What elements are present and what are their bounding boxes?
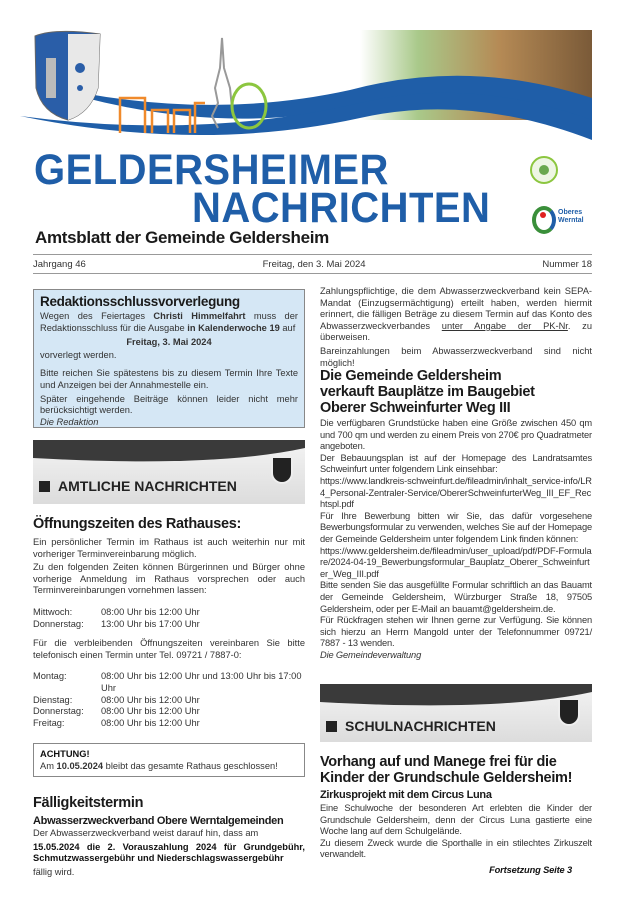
notice-signature: Die Redaktion xyxy=(40,416,99,427)
article-title: Die Gemeinde Geldersheim verkauft Bauplätze im Baugebiet Oberer Schweinfurter Weg III xyxy=(320,368,535,416)
article-text: Der Abwasserzweckverband weist darauf hin, dass am xyxy=(33,828,259,838)
header-graphic xyxy=(0,28,625,148)
logo-text-werntal: Werntal xyxy=(558,217,584,224)
divider xyxy=(33,254,592,255)
oberes-werntal-logo xyxy=(532,200,594,240)
bebauungsplan-link[interactable]: https://www.landkreis-schweinfurt.de/fileadmin/inhalt_service-info/LR4_Personal-Zentraler-Service/ObererSchweinfurterWeg_III_EF_Rechtspl.pdf xyxy=(320,475,592,510)
issue-number: Nummer 18 xyxy=(542,259,592,270)
attention-box xyxy=(33,743,305,777)
coat-of-arms-icon xyxy=(271,456,293,484)
article-text: Bareinzahlungen beim Abwasserzweckverband sind nicht möglich! xyxy=(320,345,592,368)
article-text: Ein persönlicher Termin im Rathaus ist auch weiterhin nur mit vorheriger Terminvereinbarung möglich. xyxy=(33,537,305,559)
notice-text: Wegen des Feiertages Christi Himmelfahrt muss der Redaktionsschluss für die Ausgabe in Kalenderwoche 19 auf xyxy=(40,311,298,333)
attention-title: ACHTUNG! xyxy=(40,749,90,759)
issue-date: Freitag, den 3. Mai 2024 xyxy=(262,259,366,270)
article-title: Fälligkeitstermin xyxy=(33,795,144,811)
notice-title: Redaktionsschlussvorverlegung xyxy=(40,294,240,309)
article-text: Der Bebauungsplan ist auf der Homepage des Landratsamtes Schweinfurt unter folgendem Link einsehbar: xyxy=(320,452,592,475)
article-text: Für Ihre Bewerbung bitten wir Sie, das dafür vorgesehene Bewerbungsformular zu verwenden, welches Sie auf der Homepage der Gemeinde Geldersheim unter folgendem Link finden können: xyxy=(320,510,592,544)
building-plots-article xyxy=(320,368,592,661)
article-subtitle: Zirkusprojekt mit dem Circus Luna xyxy=(320,789,492,801)
notice-box xyxy=(33,289,305,428)
article-text: Eine Schulwoche der besonderen Art erlebten die Kinder der Grundschule Geldersheim, denn der Circus Luna gastierte eine Woche lang auf dem Schulgelände. xyxy=(320,803,592,837)
article-text: Die verfügbaren Grundstücke haben eine Größe zwischen 450 qm und 700 qm und werden zu einem Preis von 270€ pro Quadratmeter angeboten. xyxy=(320,418,592,452)
article-title: Vorhang auf und Manege frei für die Kinder der Grundschule Geldersheim! xyxy=(320,754,573,786)
opening-hours-article xyxy=(33,516,305,729)
notice-text: vorverlegt werden. xyxy=(40,349,117,360)
article-text: fällig wird. xyxy=(33,866,75,877)
article-title: Öffnungszeiten des Rathauses: xyxy=(33,516,242,532)
attention-text: Am 10.05.2024 bleibt das gesamte Rathaus geschlossen! xyxy=(40,761,278,771)
article-signature: Die Gemeindeverwaltung xyxy=(320,649,422,660)
article-text: Für die verbleibenden Öffnungszeiten vereinbaren Sie bitte telefonisch einen Termin unter Tel. 09721 / 7887-0: xyxy=(33,638,305,660)
article-text: Zahlungspflichtige, die dem Abwasserzweckverband kein SEPA-Mandat (Einzugsermächtigung) erteilt haben, werden hiermit erinnert, die fälligen Beträge zu diesem Termin auf das Konto des Abwasserzweckverbandes unter Angabe der PK-Nr. zu überweisen. xyxy=(320,286,592,343)
appointment-hours: Montag: 08:00 Uhr bis 12:00 Uhr und 13:00 Uhr bis 17:00 Uhr Dienstag: 08:00 Uhr bis 12:00 Uhr Donnerstag: 08:00 Uhr bis 12:00 Uhr Freitag: 08:00 Uhr bis 12:00 Uhr xyxy=(33,671,302,728)
notice-text: Bitte reichen Sie spätestens bis zu diesem Termin Ihre Texte und Anzeigen bei der Annahmestelle ein. xyxy=(40,368,298,390)
banner-label: AMTLICHE NACHRICHTEN xyxy=(58,478,237,494)
masthead-subtitle: Amtsblatt der Gemeinde Geldersheim xyxy=(35,228,329,247)
article-text: Zu diesem Zweck wurde die Sporthalle in ein stilechtes Zirkuszelt verwandelt. xyxy=(320,837,592,860)
masthead-title-1: GELDERSHEIMER xyxy=(34,146,389,194)
issue-info xyxy=(33,259,592,270)
coat-of-arms-icon xyxy=(558,698,580,726)
notice-date: Freitag, 3. Mai 2024 xyxy=(126,337,212,348)
section-banner-amtliche xyxy=(33,440,305,504)
section-banner-schul xyxy=(320,684,592,742)
article-text: Zu den folgenden Zeiten können Bürgerinnen und Bürger ohne vorherige Anmeldung im Rathaus vorsprechen oder auch Terminvereinbarungen vornehmen lassen: xyxy=(33,562,305,596)
coat-of-arms-icon xyxy=(35,31,100,120)
article-text-bold: 15.05.2024 die 2. Vorauszahlung 2024 für Grundgebühr, Schmutzwassergebühr und Niederschlagswassergebühr xyxy=(33,841,305,864)
article-text: Bitte senden Sie das ausgefüllte Formular schriftlich an das Bauamt der Gemeinde Geldersheim, Würzburger Straße 18, 97505 Geldersheim, oder per E-Mail an bauamt@geldersheim.de. xyxy=(320,580,592,614)
article-text: Für Rückfragen stehen wir Ihnen gerne zur Verfügung. Sie können sich hierzu an Herrn Mangold unter der Telefonnummer 09721/ 7887 - 13 wenden. xyxy=(320,615,592,649)
continued-link[interactable]: Fortsetzung Seite 3 xyxy=(489,864,572,875)
banner-label: SCHULNACHRICHTEN xyxy=(345,718,496,734)
walkin-hours: Mittwoch: 08:00 Uhr bis 12:00 Uhr Donnerstag: 13:00 Uhr bis 17:00 Uhr xyxy=(33,606,200,629)
notice-text: Später eingehende Beiträge können leider nicht mehr berücksichtigt werden. xyxy=(40,393,298,416)
application-form-link[interactable]: https://www.geldersheim.de/fileadmin/user_upload/pdf/PDF-Formulare/2024-04-19_Bewerbungsformular_Bauplatz_Oberer_Schweinfurter_Weg_III.pdf xyxy=(320,545,592,579)
due-date-article-continued xyxy=(320,286,592,371)
masthead-title-2: NACHRICHTEN xyxy=(192,184,491,232)
due-date-article xyxy=(33,795,305,880)
school-article xyxy=(320,754,592,877)
divider xyxy=(33,273,592,274)
logo-text-oberes: Oberes xyxy=(558,209,583,216)
article-subtitle: Abwasserzweckverband Obere Werntalgemeinden xyxy=(33,815,284,827)
sustainability-logo xyxy=(530,156,558,184)
volume: Jahrgang 46 xyxy=(33,259,86,270)
